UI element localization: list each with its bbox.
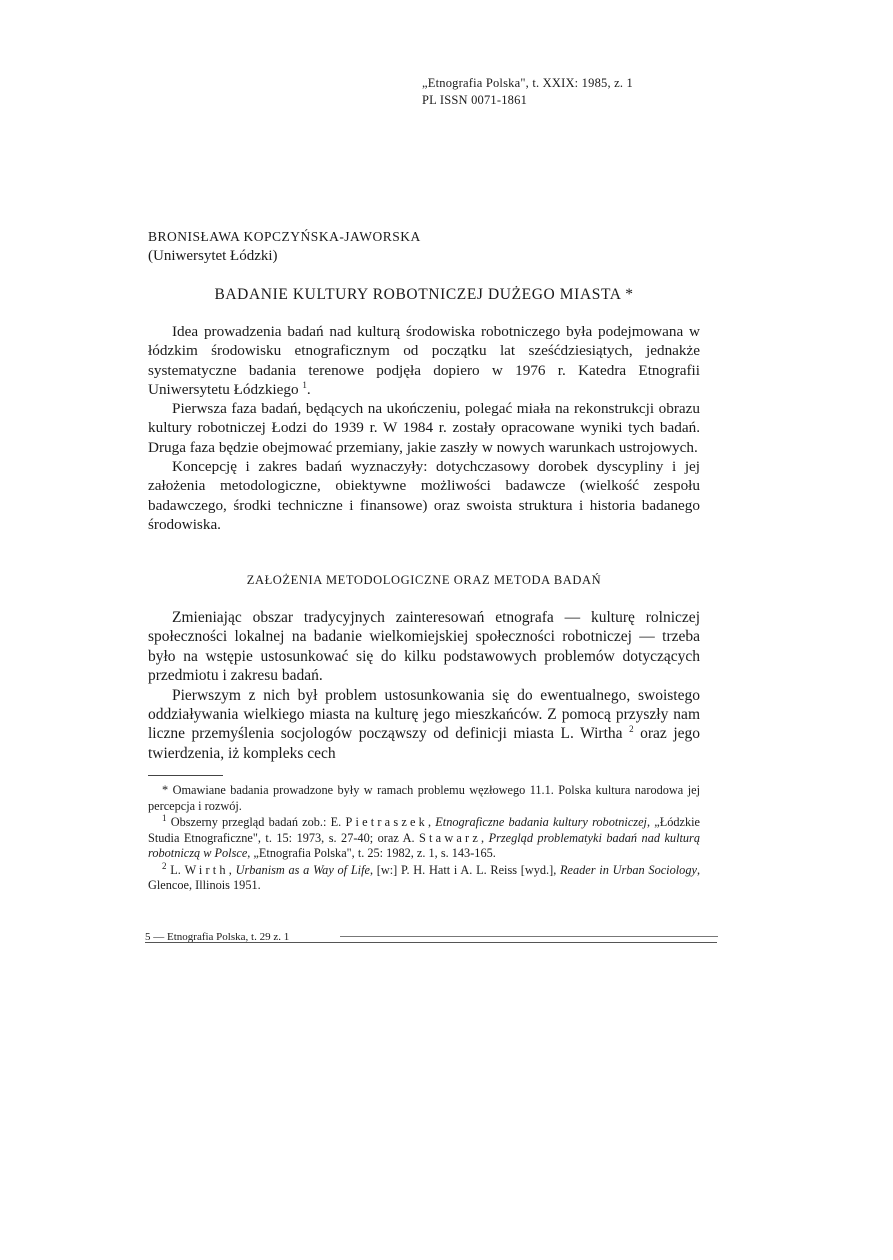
footnote-1: $^1$ Obszerny przegląd badań zob.: E. Pietraszek, Etnograficzne badania kultury robotniczej, „Łódzkie Studia Etnograficzne", t. 15: 1973, s. 27-40; oraz A. Stawarz, Przegląd problematyki badań nad kulturą robotniczą w Polsce, „Etnografia Polska", t. 25: 1982, z. 1, s. 143-165. [148,812,700,860]
printer-signature: 5 — Etnografia Polska, t. 29 z. 1 [145,931,290,943]
intro-section [148,322,700,534]
paragraph: Zmieniając obszar tradycyjnych zainteresowań etnografa — kulturę rolniczej społeczności lokalnej na badanie wielkomiejskiej społeczności robotniczej — trzeba było na wstępie ustosunkować się do kilku podstawowych problemów dotyczących przedmiotu i zakresu badań. [148,609,700,685]
author-block [148,228,708,266]
footnote-ref: 2 [629,724,634,735]
paragraph: Pierwsza faza badań, będących na ukończeniu, polegać miała na rekonstrukcji obrazu kultury robotniczej Łodzi do 1939 r. W 1984 r. zostały opracowane wyniki tych badań. Druga faza będzie obejmować przemiany, jakie zaszły w nowych warunkach ustrojowych. [148,400,700,456]
footnote-2: $^2$ L. Wirth, Urbanism as a Way of Life, [w:] P. H. Hatt i A. L. Reiss [wyd.], Reader in Urban Sociology, Glencoe, Illinois 1951. [148,860,701,892]
footer-rule [145,942,717,943]
paragraph: Pierwszym z nich był problem ustosunkowania się do ewentualnego, swoistego oddziaływania wielkiego miasta na kulturę jego mieszkańców. Z pomocą przyszły nam liczne przemyślenia socjologów począwszy od definicji miasta L. Wirtha $^2$ oraz jego twierdzenia, iż kompleks cech [148,686,701,762]
footer-rule [340,936,718,937]
section-heading: ZAŁOŻENIA METODOLOGICZNE ORAZ METODA BADAŃ [246,573,602,587]
paragraph: Idea prowadzenia badań nad kulturą środowiska robotniczego była podejmowana w łódzkim środowisku etnograficznym od początku lat sześćdziesiątych, jednakże systematyczne badania terenowe podjęła dopiero w 1976 r. Katedra Etnografii Uniwersytetu Łódzkiego $^1$. [148,323,700,398]
author-affiliation: (Uniwersytet Łódzki) [148,248,278,264]
article-title: BADANIE KULTURY ROBOTNICZEJ DUŻEGO MIASTA * [214,286,634,303]
footnote-ref: 1 [302,379,307,390]
journal-header [422,75,722,109]
footnote-separator [148,775,223,776]
footnote-star: * Omawiane badania prowadzone były w ramach problemu węzłowego 11.1. Polska kultura narodowa jej percepcja i rozwój. [148,783,700,813]
paragraph: Koncepcję i zakres badań wyznaczyły: dotychczasowy dorobek dyscypliny i jej założenia metodologiczne, obiektywne możliwości badawcze (wielkość zespołu badawczego, środki techniczne i finansowe) oraz swoista struktura i historia badanego środowiska. [148,458,700,533]
author-name: BRONISŁAWA KOPCZYŃSKA-JAWORSKA [148,229,421,244]
journal-citation: „Etnografia Polska", t. XXIX: 1985, z. 1 [422,76,633,90]
issn: PL ISSN 0071-1861 [422,93,528,107]
footnotes [148,783,700,895]
methodology-section [148,608,700,763]
